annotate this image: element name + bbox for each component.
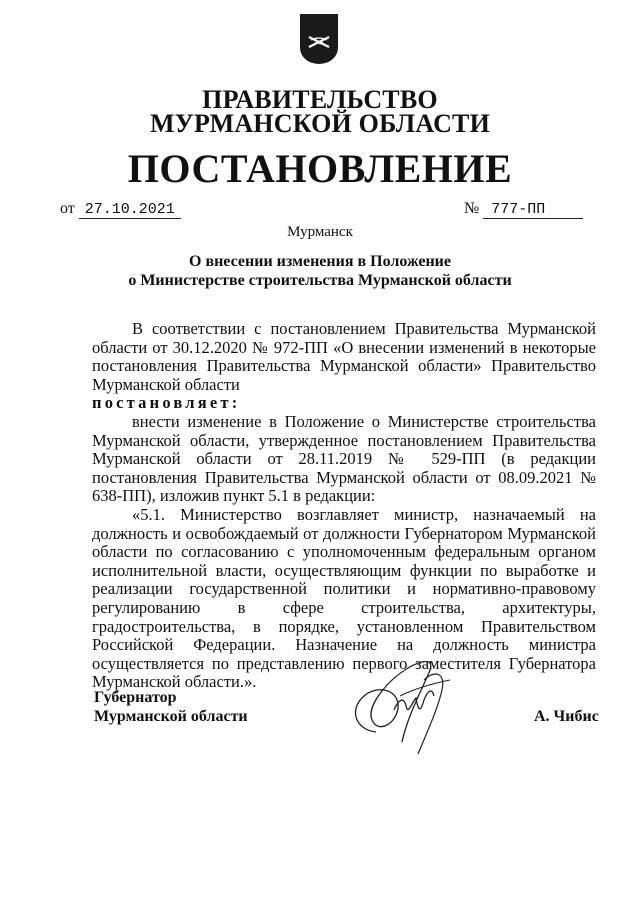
order-paragraph: внести изменение в Положение о Министерстве строительства Мурманской области, утвержденное постановлением Правительства Мурманской области от 28.11.2019 № 529-ПП (в редакции постановления Правительства Мурманской области от 08.09.2021 № 638-ПП), изложив пункт 5.1 в редакции: (92, 411, 596, 506)
number-value: 777-ПП (483, 201, 583, 219)
document-body (92, 320, 596, 692)
coat-of-arms-icon (300, 14, 338, 64)
position-line2: Мурманской области (94, 708, 248, 725)
signatory-position (94, 688, 248, 726)
position-line1: Губернатор (94, 689, 177, 706)
document-type-heading: ПОСТАНОВЛЕНИЕ (127, 146, 513, 191)
title-line2: о Министерстве строительства Мурманской области (128, 272, 512, 289)
number-field (464, 200, 583, 219)
signatory-name: А. Чибис (534, 708, 599, 725)
resolves-line (92, 394, 596, 413)
city-label: Мурманск (287, 224, 353, 240)
title-line1: О внесении изменения в Положение (189, 253, 451, 270)
date-field (60, 200, 181, 219)
number-prefix: № (464, 200, 480, 217)
resolves-word: постановляет: (92, 393, 241, 413)
document-title (0, 252, 640, 290)
government-name-line2: МУРМАНСКОЙ ОБЛАСТИ (149, 109, 491, 138)
date-value: 27.10.2021 (79, 201, 181, 219)
government-name-line1: ПРАВИТЕЛЬСТВО (202, 85, 438, 114)
preamble-paragraph: В соответствии с постановлением Правительства Мурманской области от 30.12.2020 № 972-ПП «О внесении изменений в некоторые постановления Правительства Мурманской области» Правительство Мурманской области (92, 319, 596, 394)
handwritten-signature (338, 650, 468, 760)
date-prefix: от (60, 200, 75, 217)
quote-paragraph: «5.1. Министерство возглавляет министр, назначаемый на должность и освобождаемый от должности Губернатором Мурманской области по согласованию с уполномоченным федеральным органом исполнительной власти, осуществляющим функции по выработке и реализации государственной политики и нормативно-правовому регулированию в сфере строительства, архитектуры, градостроительства, в порядке, установленном Правительством Российской Федерации. Назначение на должность министра осуществляется по представлению первого заместителя Губернатора Мурманской области.». (92, 504, 596, 692)
